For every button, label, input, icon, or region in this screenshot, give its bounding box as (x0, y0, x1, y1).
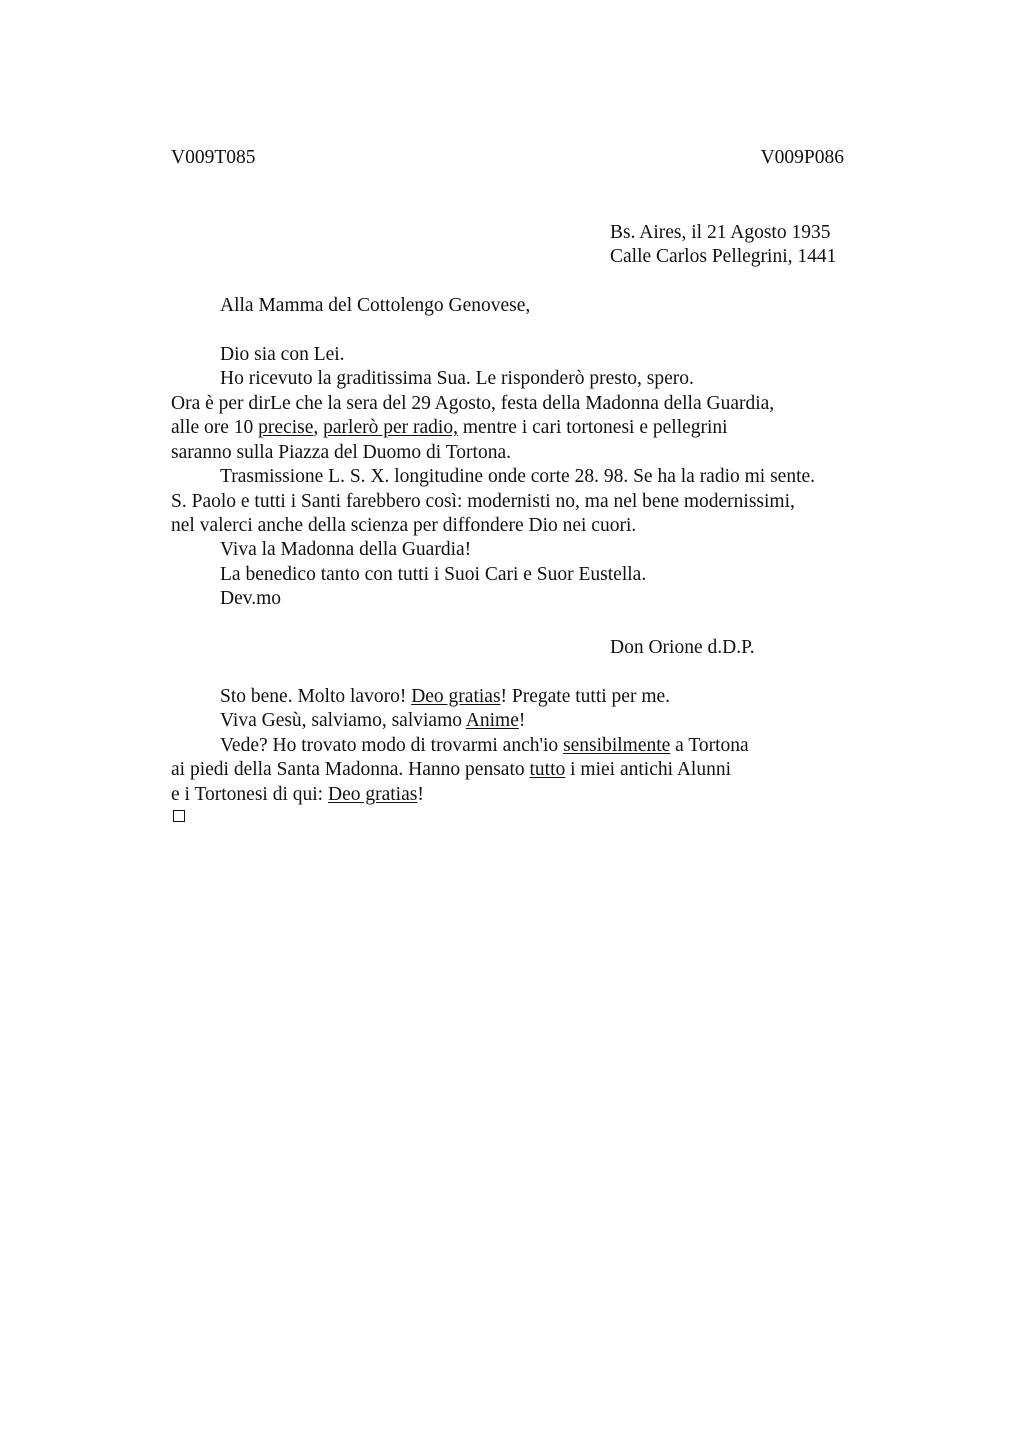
body-line: Dio sia con Lei. (220, 344, 345, 365)
header-right-code: V009P086 (760, 147, 844, 168)
postscript-line (220, 734, 749, 758)
text-run: e i Tortonesi di qui: (171, 784, 328, 805)
body-line: S. Paolo e tutti i Santi farebbero così: modernisti no, ma nel bene modernissimi, (171, 491, 795, 512)
body-line (171, 416, 728, 440)
underlined-text: sensibilmente (563, 735, 671, 756)
body-line: Trasmissione L. S. X. longitudine onde corte 28. 98. Se ha la radio mi sente. (220, 466, 816, 487)
body-line: Ho ricevuto la graditissima Sua. Le risponderò presto, spero. (220, 368, 694, 389)
body-line: saranno sulla Piazza del Duomo di Tortona. (171, 442, 511, 463)
postscript-line (220, 709, 525, 733)
body-line: La benedico tanto con tutti i Suoi Cari e Suor Eustella. (220, 564, 647, 585)
underlined-text: precise (258, 417, 314, 438)
text-run: Viva Gesù, salviamo, salviamo (220, 710, 466, 731)
underlined-text: parlerò per radio, (323, 417, 458, 438)
underlined-text: Deo gratias (411, 686, 501, 707)
text-run: mentre i cari tortonesi e pellegrini (457, 417, 728, 438)
dateline-date: Bs. Aires, il 21 Agosto 1935 (610, 222, 831, 243)
text-run: ! (518, 710, 526, 731)
empty-box-glyph (173, 810, 185, 822)
underlined-text: Anime (465, 710, 519, 731)
header-left-code: V009T085 (171, 147, 256, 168)
salutation: Alla Mamma del Cottolengo Genovese, (220, 295, 531, 316)
text-run: ai piedi della Santa Madonna. Hanno pensato (171, 759, 530, 780)
body-line: Viva la Madonna della Guardia! (220, 539, 472, 560)
text-run: i miei antichi Alunni (565, 759, 731, 780)
text-run: Vede? Ho trovato modo di trovarmi anch'io (220, 735, 564, 756)
signature: Don Orione d.D.P. (610, 637, 755, 658)
underlined-text: tutto (529, 759, 566, 780)
text-run: Sto bene. Molto lavoro! (220, 686, 412, 707)
underlined-text: Deo gratias (327, 784, 418, 805)
body-line: nel valerci anche della scienza per diffondere Dio nei cuori. (171, 515, 637, 536)
text-run: , (313, 417, 324, 438)
postscript-line (171, 758, 731, 782)
body-line: Ora è per dirLe che la sera del 29 Agosto, festa della Madonna della Guardia, (171, 393, 775, 414)
postscript-line (171, 783, 424, 807)
text-run: a Tortona (670, 735, 749, 756)
dateline-address: Calle Carlos Pellegrini, 1441 (610, 246, 837, 267)
closing: Dev.mo (220, 588, 282, 609)
text-run: ! Pregate tutti per me. (500, 686, 671, 707)
postscript-line (220, 685, 670, 709)
text-run: ! (417, 784, 424, 805)
text-run: alle ore 10 (171, 417, 259, 438)
